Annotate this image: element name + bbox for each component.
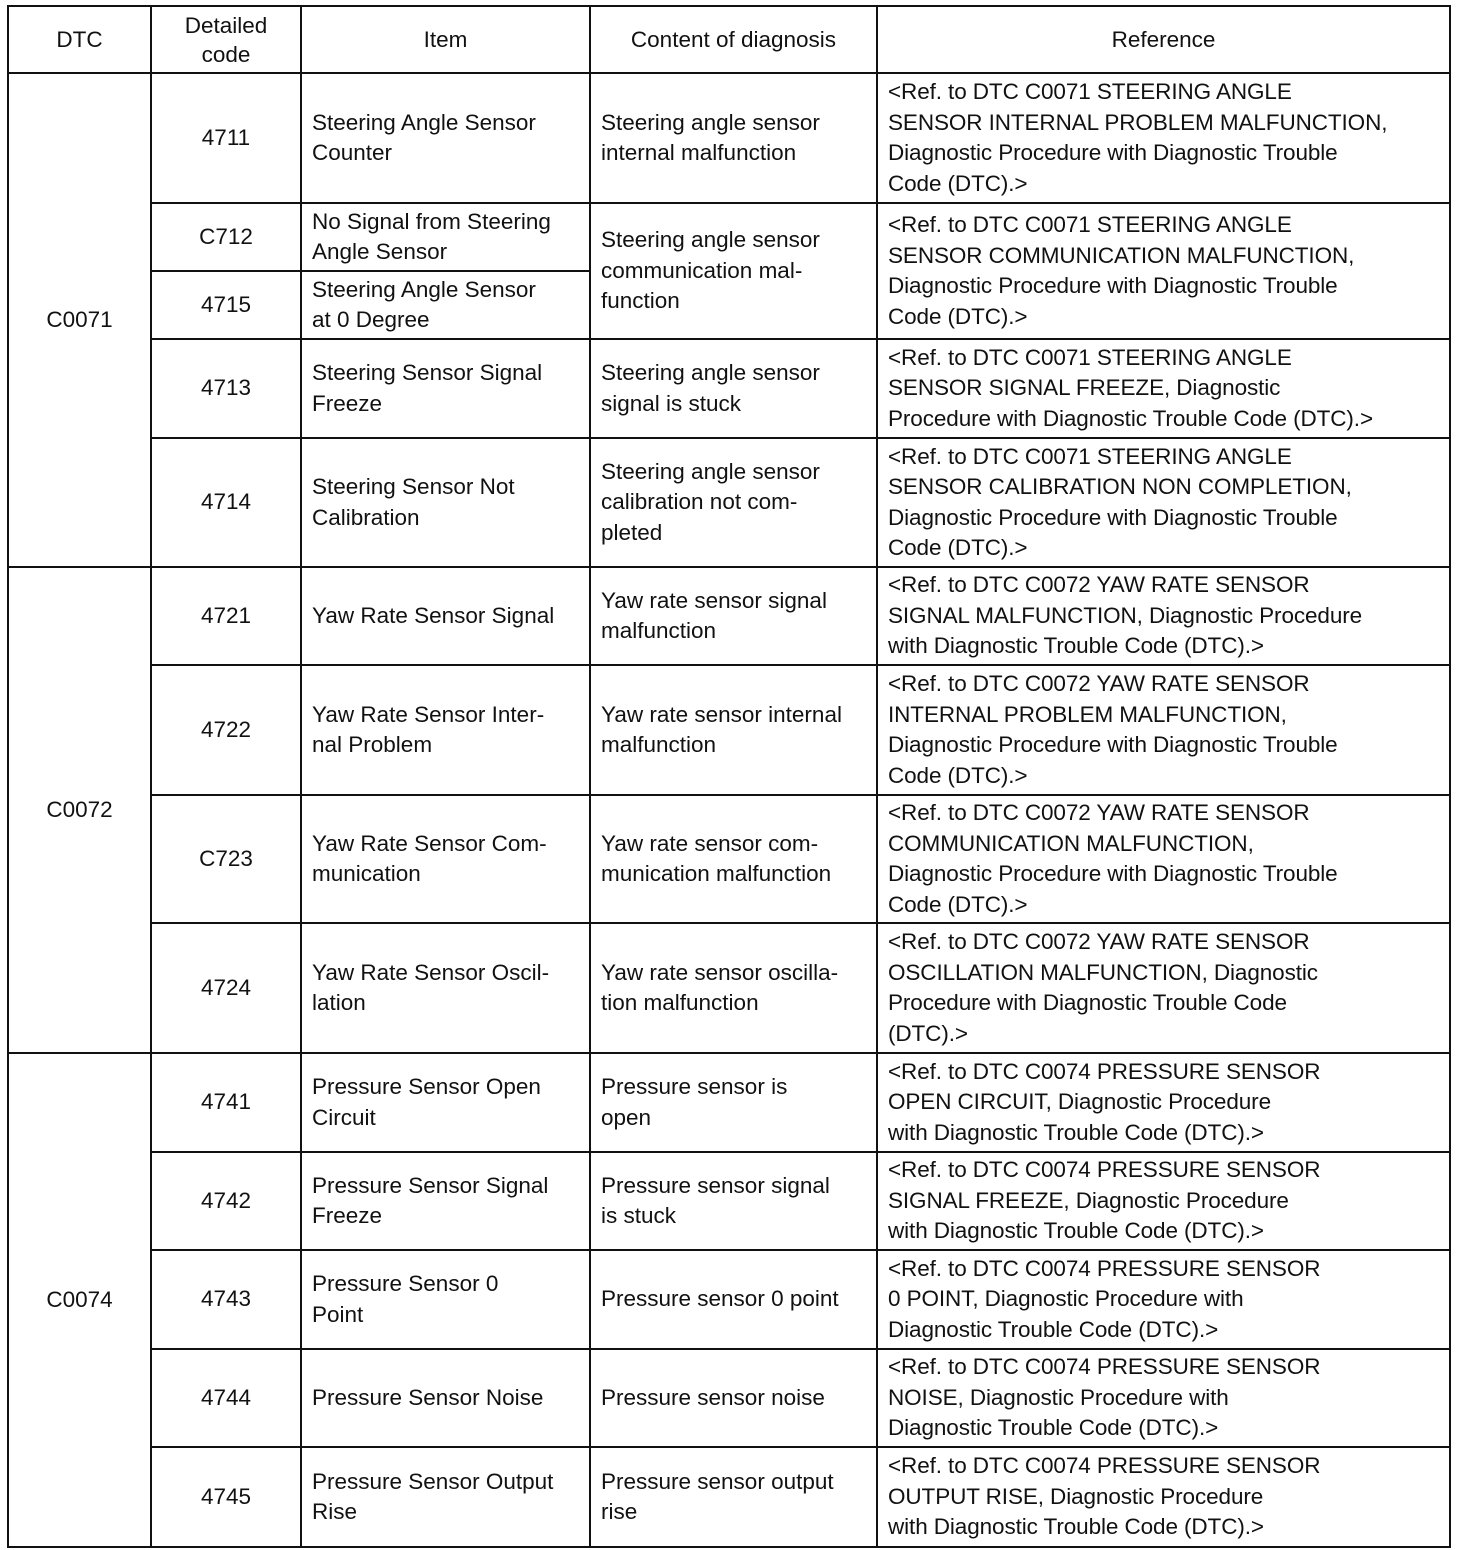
content-cell: Steering angle sensor communication mal- function [590,203,877,339]
header-row [8,6,1450,73]
content-cell: Pressure sensor 0 point [590,1250,877,1349]
detailed-code-cell: 4744 [151,1349,301,1447]
table-row [8,203,1450,271]
reference-cell: <Ref. to DTC C0072 YAW RATE SENSOR OSCILLATION MALFUNCTION, Diagnostic Procedure with Diagnostic Trouble Code (DTC).> [877,923,1450,1053]
table-row [8,1250,1450,1349]
table-row [8,1053,1450,1152]
item-cell: Steering Sensor Signal Freeze [301,339,590,438]
reference-cell: <Ref. to DTC C0071 STEERING ANGLE SENSOR COMMUNICATION MALFUNCTION, Diagnostic Procedure with Diagnostic Trouble Code (DTC).> [877,203,1450,339]
item-cell: Steering Angle Sensor at 0 Degree [301,271,590,339]
dtc-cell: C0072 [8,567,151,1053]
header-dtc: DTC [8,6,151,73]
detailed-code-cell: C712 [151,203,301,271]
reference-cell: <Ref. to DTC C0071 STEERING ANGLE SENSOR CALIBRATION NON COMPLETION, Diagnostic Procedure with Diagnostic Trouble Code (DTC).> [877,438,1450,567]
dtc-cell: C0071 [8,73,151,567]
content-cell: Pressure sensor is open [590,1053,877,1152]
header-content: Content of diagnosis [590,6,877,73]
table-row [8,1349,1450,1447]
content-cell: Pressure sensor signal is stuck [590,1152,877,1250]
item-cell: Steering Sensor Not Calibration [301,438,590,567]
header-item: Item [301,6,590,73]
table-row [8,1447,1450,1547]
reference-cell: <Ref. to DTC C0072 YAW RATE SENSOR SIGNAL MALFUNCTION, Diagnostic Procedure with Diagnostic Trouble Code (DTC).> [877,567,1450,665]
item-cell: Yaw Rate Sensor Signal [301,567,590,665]
detailed-code-cell: C723 [151,795,301,923]
table-row [8,1152,1450,1250]
content-cell: Steering angle sensor internal malfunction [590,73,877,203]
item-cell: Pressure Sensor Noise [301,1349,590,1447]
detailed-code-cell: 4713 [151,339,301,438]
dtc-cell: C0074 [8,1053,151,1547]
detailed-code-cell: 4745 [151,1447,301,1547]
detailed-code-cell: 4715 [151,271,301,339]
detailed-code-cell: 4722 [151,665,301,795]
header-reference: Reference [877,6,1450,73]
table-row [8,923,1450,1053]
item-cell: No Signal from Steering Angle Sensor [301,203,590,271]
reference-cell: <Ref. to DTC C0071 STEERING ANGLE SENSOR SIGNAL FREEZE, Diagnostic Procedure with Diagnostic Trouble Code (DTC).> [877,339,1450,438]
table-row [8,795,1450,923]
reference-cell: <Ref. to DTC C0072 YAW RATE SENSOR COMMUNICATION MALFUNCTION, Diagnostic Procedure with Diagnostic Trouble Code (DTC).> [877,795,1450,923]
detailed-code-cell: 4724 [151,923,301,1053]
detailed-code-cell: 4743 [151,1250,301,1349]
reference-cell: <Ref. to DTC C0072 YAW RATE SENSOR INTERNAL PROBLEM MALFUNCTION, Diagnostic Procedure with Diagnostic Trouble Code (DTC).> [877,665,1450,795]
detailed-code-cell: 4741 [151,1053,301,1152]
table-row [8,438,1450,567]
table-body [8,73,1450,1547]
detailed-code-cell: 4721 [151,567,301,665]
content-cell: Yaw rate sensor signal malfunction [590,567,877,665]
content-cell: Steering angle sensor calibration not com- pleted [590,438,877,567]
detailed-code-cell: 4711 [151,73,301,203]
item-cell: Yaw Rate Sensor Oscil- lation [301,923,590,1053]
item-cell: Yaw Rate Sensor Inter- nal Problem [301,665,590,795]
content-cell: Yaw rate sensor oscilla- tion malfunction [590,923,877,1053]
detailed-code-cell: 4714 [151,438,301,567]
header-detailed-code: Detailed code [151,6,301,73]
table-row [8,665,1450,795]
reference-cell: <Ref. to DTC C0071 STEERING ANGLE SENSOR INTERNAL PROBLEM MALFUNCTION, Diagnostic Procedure with Diagnostic Trouble Code (DTC).> [877,73,1450,203]
reference-cell: <Ref. to DTC C0074 PRESSURE SENSOR NOISE, Diagnostic Procedure with Diagnostic Trouble Code (DTC).> [877,1349,1450,1447]
item-cell: Pressure Sensor Output Rise [301,1447,590,1547]
reference-cell: <Ref. to DTC C0074 PRESSURE SENSOR OUTPUT RISE, Diagnostic Procedure with Diagnostic Trouble Code (DTC).> [877,1447,1450,1547]
dtc-table [7,5,1451,1548]
item-cell: Pressure Sensor 0 Point [301,1250,590,1349]
detailed-code-cell: 4742 [151,1152,301,1250]
content-cell: Steering angle sensor signal is stuck [590,339,877,438]
table-row [8,73,1450,203]
reference-cell: <Ref. to DTC C0074 PRESSURE SENSOR 0 POINT, Diagnostic Procedure with Diagnostic Trouble Code (DTC).> [877,1250,1450,1349]
reference-cell: <Ref. to DTC C0074 PRESSURE SENSOR OPEN CIRCUIT, Diagnostic Procedure with Diagnostic Trouble Code (DTC).> [877,1053,1450,1152]
table-row [8,339,1450,438]
content-cell: Yaw rate sensor com- munication malfunction [590,795,877,923]
table-row [8,567,1450,665]
reference-cell: <Ref. to DTC C0074 PRESSURE SENSOR SIGNAL FREEZE, Diagnostic Procedure with Diagnostic Trouble Code (DTC).> [877,1152,1450,1250]
item-cell: Pressure Sensor Open Circuit [301,1053,590,1152]
content-cell: Pressure sensor noise [590,1349,877,1447]
content-cell: Pressure sensor output rise [590,1447,877,1547]
item-cell: Steering Angle Sensor Counter [301,73,590,203]
item-cell: Pressure Sensor Signal Freeze [301,1152,590,1250]
item-cell: Yaw Rate Sensor Com- munication [301,795,590,923]
content-cell: Yaw rate sensor internal malfunction [590,665,877,795]
